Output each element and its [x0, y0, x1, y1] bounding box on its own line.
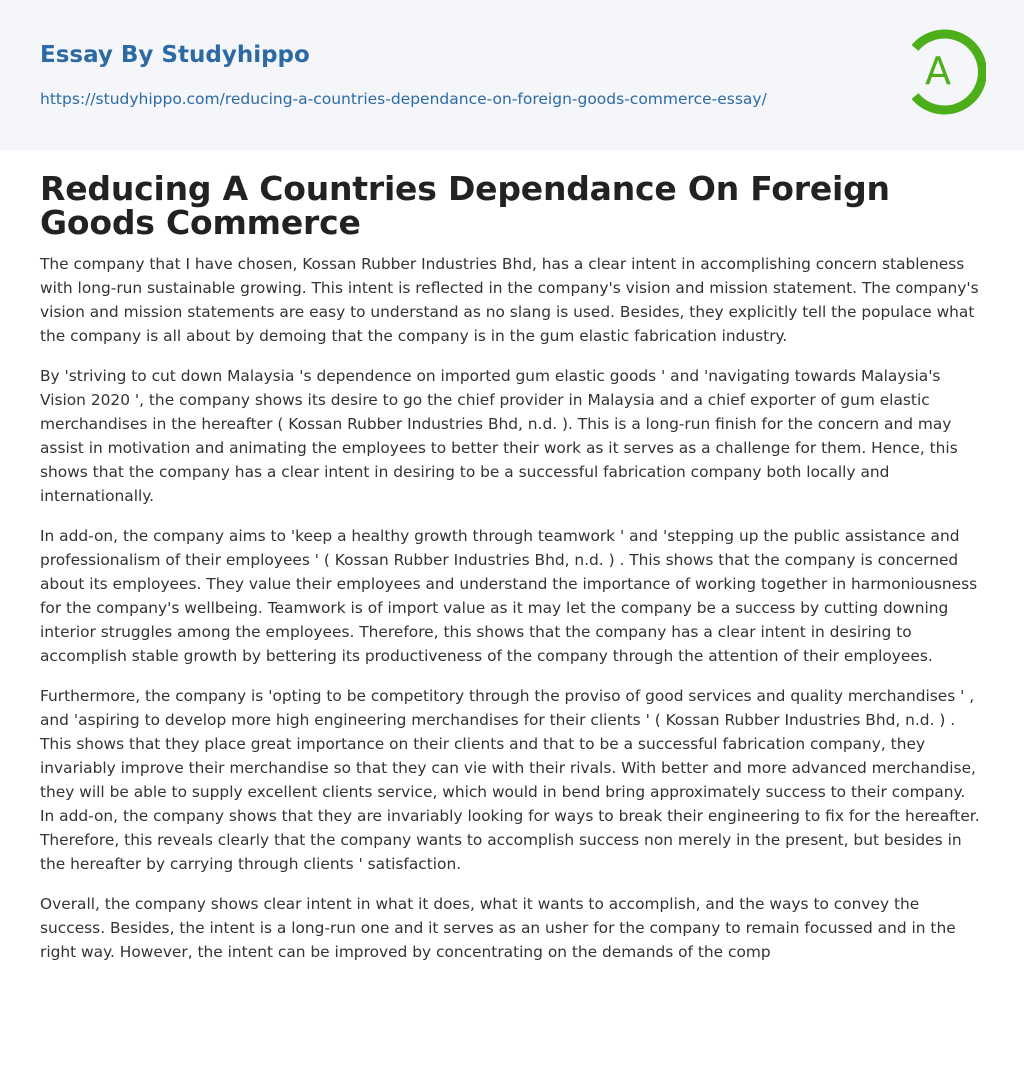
essay-paragraph: Furthermore, the company is 'opting to be competitory through the proviso of good services and quality merchandises ' , and 'aspiring to develop more high engineering merchandises for their clients ' ( Kossan Rubber Industries Bhd, n.d. ) . This shows that they place great importance on their clients and that to be a successful fabrication company, they invariably improve their merchandise so that they can vie with their rivals. With better and more advanced merchandise, they will be able to supply excellent clients service, which would in bend bring approximately success to their company. In add-on, the company shows that they are invariably looking for ways to break their engineering to fix for the hereafter. Therefore, this reveals clearly that the company wants to accomplish success non merely in the present, but besides in the hereafter by carrying through clients ' satisfaction. — [40, 687, 980, 873]
essay-paragraph: The company that I have chosen, Kossan Rubber Industries Bhd, has a clear intent in accomplishing concern stableness with long-run sustainable growing. This intent is reflected in the company's vision and mission statement. The company's vision and mission statements are easy to understand as no slang is used. Besides, they explicitly tell the populace what the company is all about by demoing that the company is in the gum elastic fabrication industry. — [40, 255, 979, 345]
site-title: Essay By Studyhippo — [40, 42, 310, 68]
essay-paragraph: Overall, the company shows clear intent in what it does, what it wants to accomplish, and the ways to convey the success. Besides, the intent is a long-run one and it serves as an usher for the company to remain focussed and in the right way. However, the intent can be improved by concentrating on the demands of the comp — [40, 895, 956, 961]
logo-letter: A — [925, 49, 951, 93]
essay-paragraph: In add-on, the company aims to 'keep a healthy growth through teamwork ' and 'stepping up the public assistance and professionalism of their employees ' ( Kossan Rubber Industries Bhd, n.d. ) . This shows that the company is concerned about its employees. They value their employees and understand the importance of working together in harmoniousness for the company's wellbeing. Teamwork is of import value as it may let the company be a success by cutting downing interior struggles among the employees. Therefore, this shows that the company has a clear intent in desiring to accomplish stable growth by bettering its productiveness of the company through the attention of their employees. — [40, 527, 978, 665]
essay-paragraph: By 'striving to cut down Malaysia 's dependence on imported gum elastic goods ' and 'navigating towards Malaysia's Vision 2020 ', the company shows its desire to go the chief provider in Malaysia and a chief exporter of gum elastic merchandises in the hereafter ( Kossan Rubber Industries Bhd, n.d. ). This is a long-run finish for the concern and may assist in motivation and animating the employees to better their work as it serves as a challenge for them. Hence, this shows that the company has a clear intent in desiring to be a successful fabrication company both locally and internationally. — [40, 367, 958, 505]
site-header — [0, 0, 1024, 150]
essay-content — [0, 169, 1024, 964]
essay-title: Reducing A Countries Dependance On Foreign Goods Commerce — [40, 169, 890, 242]
studyhippo-logo-icon[interactable] — [900, 29, 986, 115]
source-url-link[interactable]: https://studyhippo.com/reducing-a-countries-dependance-on-foreign-goods-commerce-essay/ — [40, 90, 767, 108]
